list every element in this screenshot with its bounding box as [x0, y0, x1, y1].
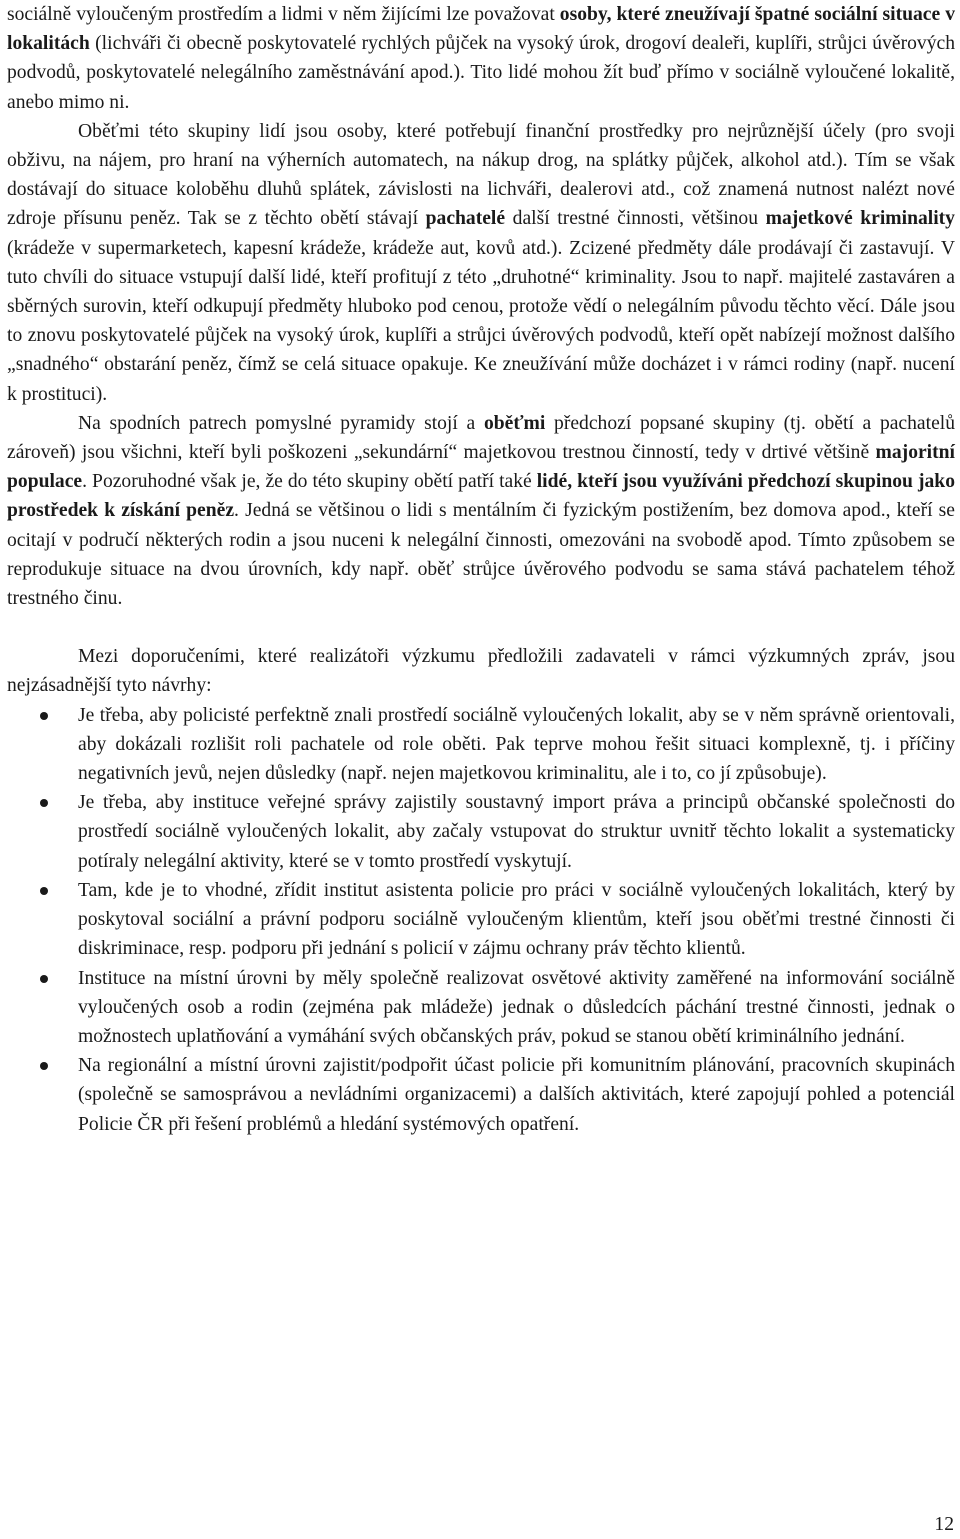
text-run: sociálně vyloučeným prostředím a lidmi v něm žijícími lze považovat — [7, 4, 560, 25]
text-run: . Pozoruhodné však je, že do této skupiny obětí patří také — [82, 471, 537, 493]
document-body — [7, 0, 955, 1139]
text-run: další trestné činnosti, většinou — [505, 208, 766, 230]
list-item-text: Na regionální a místní úrovni zajistit/podpořit účast policie při komunitním plánování, pracovních skupinách (společně se samosprávou a nevládními organizacemi) a dalších aktivitách, které zapojují pohled a potenciál Policie ČR při řešení problémů a hledání systémových opatření. — [78, 1055, 955, 1135]
list-item-text: Tam, kde je to vhodné, zřídit institut asistenta policie pro práci v sociálně vyloučených lokalitách, který by poskytoval sociální a právní podporu sociálně vyloučeným klientům, kteří jsou oběťmi trestné činnosti či diskriminace, resp. podporu při jednání s policií v zájmu ochrany práv těchto klientů. — [78, 879, 955, 960]
paragraph-3 — [7, 409, 955, 613]
list-item — [7, 876, 955, 964]
bullet-icon — [40, 887, 48, 895]
paragraph-gap — [7, 613, 955, 642]
bold-text-run: majetkové kriminality — [765, 208, 955, 230]
list-item — [7, 701, 955, 789]
paragraph-4: Mezi doporučeními, které realizátoři výzkumu předložili zadavateli v rámci výzkumných zpráv, jsou nejzásadnější tyto návrhy: — [7, 646, 955, 697]
list-item-text: Instituce na místní úrovni by měly společně realizovat osvětové aktivity zaměřené na informování sociálně vyloučených osob a rodin (zejména pak mládeže) jednak o důsledcích páchání trestné činnosti, jednak o možnostech uplatňování a vymáhání svých občanských práv, pokud se stanou obětí kriminálního jednání. — [78, 967, 955, 1047]
page-number: 12 — [934, 1514, 954, 1535]
text-run: Oběťmi této skupiny lidí jsou osoby, které potřebují finanční prostředky pro nejrůznější účely (pro svoji obživu, na nájem, pro hraní na výherních automatech, na nákup drog, na splátky půjček, alkohol atd.). Tím se však dostávají do situace koloběhu dluhů splátek, závislosti na lichváři, dealerovi atd., což znamená nutnost nalézt nové zdroje přísunu peněz. Tak se z těchto obětí stávají — [7, 120, 955, 230]
bold-text-run: pachatelé — [425, 208, 506, 230]
list-item — [7, 788, 955, 876]
text-run: Na spodních patrech pomyslné pyramidy stojí a — [78, 412, 484, 434]
bold-text-run: lidé, kteří jsou využíváni předchozí skupinou jako prostředek k získání peněz — [7, 471, 955, 522]
text-run: (krádeže v supermarketech, kapesní krádeže, krádeže aut, kovů atd.). Zcizené předměty dále prodávají či zastavují. V tuto chvíli do situace vstupují další lidé, kteří profitují z této „druhotné“ kriminality. Jsou to např. majitelé zastaváren a sběrných surovin, kteří odkupují předměty hluboko pod cenou, protože vědí o nelegálním původu těchto věcí. Dále jsou to znovu poskytovatelé půjček na vysoký úrok, kuplíři a strůjci úvěrových podvodů, kteří opět nabízejí možnost dalšího „snadného“ obstarání peněz, čímž se celá situace opakuje. Ke zneužívání může docházet i v rámci rodiny (např. nucení k prostituci). — [7, 237, 955, 405]
list-item-text: Je třeba, aby policisté perfektně znali prostředí sociálně vyloučených lokalit, aby se v něm správně orientovali, aby dokázali rozlišit roli pachatele od role oběti. Pak teprve mohou řešit situaci komplexně, tj. i příčiny negativních jevů, nejen důsledky (např. nejen majetkovou kriminalitu, ale i to, co jí způsobuje). — [78, 704, 955, 785]
text-run: předchozí popsané skupiny (tj. obětí a pachatelů zároveň) jsou všichni, kteří byli poškozeni „sekundární“ majetkovou trestnou činností, tedy v drtivé většině — [7, 412, 956, 464]
list-item — [7, 1051, 955, 1139]
bold-text-run: osoby, které zneužívají špatné sociální situace v lokalitách — [7, 4, 955, 55]
bold-text-run: oběťmi — [483, 412, 546, 434]
bullet-icon — [40, 1062, 48, 1070]
recommendation-list — [7, 701, 955, 1139]
text-run: (lichváři či obecně poskytovatelé rychlých půjček na vysoký úrok, drogoví dealeři, kuplíři, strůjci úvěrových podvodů, poskytovatelé nelegálního zaměstnávání apod.). Tito lidé mohou žít buď přímo v sociálně vyloučené lokalitě, anebo mimo ni. — [7, 33, 955, 113]
paragraph-2 — [7, 117, 955, 409]
paragraph-1 — [7, 0, 955, 117]
bullet-icon — [40, 712, 48, 720]
text-run: . Jedná se většinou o lidi s mentálním či fyzickým postižením, bez domova apod., kteří se ocitají v područí některých rodin a jsou nuceni k nelegální činnosti, omezováni na svobodě apod. Tímto způsobem se reprodukuje situace na dvou úrovních, kdy např. oběť strůjce úvěrového podvodu se sama stává pachatelem téhož trestného činu. — [7, 500, 955, 610]
list-item-text: Je třeba, aby instituce veřejné správy zajistily soustavný import práva a principů občanské společnosti do prostředí sociálně vyloučených lokalit, aby začaly vstupovat do struktur uvnitř těchto lokalit a systematicky potíraly nelegální aktivity, které se v tomto prostředí vyskytují. — [78, 792, 955, 872]
bullet-icon — [40, 975, 48, 983]
bullet-icon — [40, 799, 48, 807]
list-item — [7, 964, 955, 1052]
bold-text-run: majoritní populace — [7, 442, 955, 493]
